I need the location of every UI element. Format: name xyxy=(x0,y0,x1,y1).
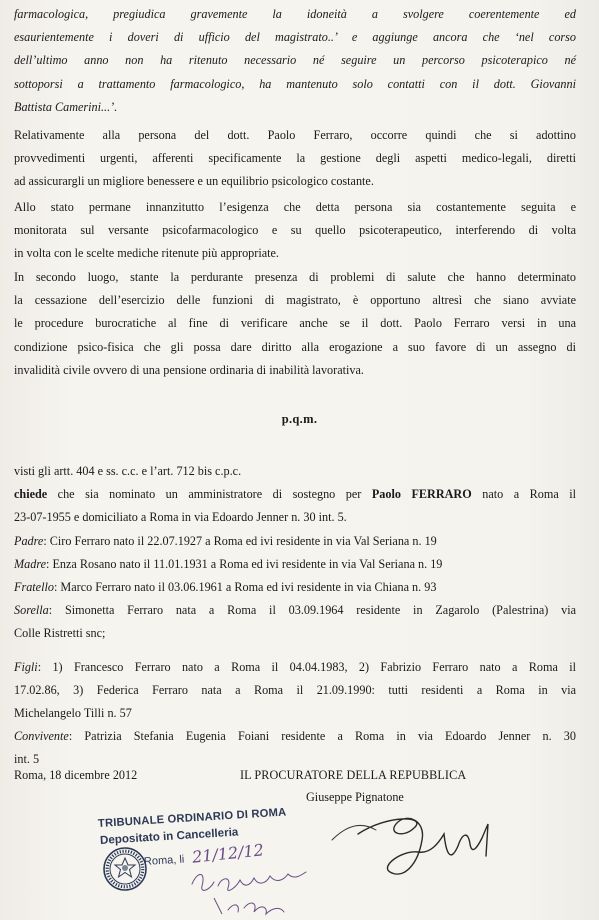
paragraph-line: condizione psico-fisica che gli possa dare diritto alla erogazione a suo favore di un assegno di xyxy=(14,339,576,354)
request-text-end: nato a Roma il xyxy=(471,487,576,502)
clerk-initials-image xyxy=(188,864,310,920)
cohabitant: Convivente: Patrizia Stefania Eugenia Foiani residente a Roma in via Edoardo Jenner n. 30 xyxy=(14,729,576,744)
prosecutor-title: IL PROCURATORE DELLA REPUBBLICA xyxy=(240,768,467,782)
operative-section xyxy=(14,460,576,772)
paragraph-line: in volta con le scelte mediche ritenute più appropriate. xyxy=(14,246,279,261)
paragraph-3 xyxy=(14,196,576,266)
place-date: Roma, 18 dicembre 2012 xyxy=(14,768,138,782)
paragraph-line: la cessazione dell’esercizio delle funzioni di magistrato, è opportuno altresì che siano avviate xyxy=(14,293,576,308)
prosecutor-name: Giuseppe Pignatone xyxy=(306,790,404,804)
request-text: che sia nominato un amministratore di sostegno per xyxy=(47,487,372,502)
request-line xyxy=(14,483,576,506)
signature-image xyxy=(318,794,508,884)
visti-line: visti gli artt. 404 e ss. c.c. e l’art. 712 bis c.p.c. xyxy=(14,464,242,478)
relative-sorella-cont: Colle Ristretti snc; xyxy=(14,626,106,641)
intro-line: farmacologica, pregiudica gravemente la idoneità a svolgere coerentemente ed xyxy=(14,7,576,21)
pqm-heading: p.q.m. xyxy=(281,412,318,426)
stamp-city: Roma, li xyxy=(143,853,185,868)
paragraph-line: In secondo luogo, stante la perdurante presenza di problemi di salute che hanno determinato xyxy=(14,270,576,284)
paragraph-line: provvedimenti urgenti, afferenti specificamente la gestione degli aspetti medico-legali, diretti xyxy=(14,151,576,166)
seal-emblem-icon xyxy=(102,846,148,892)
intro-line: esaurientemente i doveri di ufficio del magistrato..’ e aggiunge ancora che ‘nel corso xyxy=(14,30,576,45)
paragraph-line: Allo stato permane innanzitutto l’esigenza che detta persona sia costantemente seguita e xyxy=(14,200,576,214)
relative-madre: Madre: Enza Rosano nato il 11.01.1931 a Roma ed ivi residente in via Val Seriana n. 19 xyxy=(14,556,443,571)
children: Figli: 1) Francesco Ferraro nato a Roma il 04.04.1983, 2) Fabrizio Ferraro nato a Roma il xyxy=(14,659,576,674)
relative-sorella: Sorella: Simonetta Ferraro nata a Roma il 03.09.1964 residente in Zagarolo (Palestrina) via xyxy=(14,603,576,618)
intro-line: Battista Camerini...’. xyxy=(14,99,118,114)
request-line-2: 23-07-1955 e domiciliato a Roma in via Edoardo Jenner n. 30 int. 5. xyxy=(14,510,347,525)
paragraph-line: Relativamente alla persona del dott. Paolo Ferraro, occorre quindi che si adottino xyxy=(14,128,576,142)
cohabitant-cont: int. 5 xyxy=(14,752,40,767)
filing-stamp xyxy=(92,806,322,920)
children-cont: 17.02.86, 3) Federica Ferraro nata a Roma il 21.09.1990: tutti residenti a Roma in via xyxy=(14,682,576,697)
paragraph-line: le procedure burocratiche al fine di verificare anche se il dott. Paolo Ferraro versi in una xyxy=(14,316,576,331)
paragraph-2 xyxy=(14,124,576,194)
relative-padre: Padre: Ciro Ferraro nato il 22.07.1927 a Roma ed ivi residente in via Val Seriana n. 19 xyxy=(14,533,437,548)
paragraph-line: monitorata sul versante psicofarmacologico e su quello psicoterapeutico, interferendo di volta xyxy=(14,223,576,238)
stamp-court: TRIBUNALE ORDINARIO DI ROMA xyxy=(97,806,287,830)
handwritten-date: 21/12/12 xyxy=(191,840,265,867)
relative-fratello: Fratello: Marco Ferraro nato il 03.06.1961 a Roma ed ivi residente in via Chiana n. 93 xyxy=(14,580,437,595)
intro-line: sottoporsi a trattamento farmacologico, ha mantenuto solo contatti con il dott. Giovanni xyxy=(14,76,576,91)
intro-line: dell’ultimo anno non ha ritenuto necessario né seguire un percorso psicoterapico né xyxy=(14,53,576,68)
children-cont: Michelangelo Tilli n. 57 xyxy=(14,706,132,721)
paragraph-4 xyxy=(14,266,576,382)
stamp-deposit: Depositato in Cancelleria xyxy=(99,825,239,847)
subject-name: Paolo FERRARO xyxy=(371,487,472,502)
intro-paragraph xyxy=(14,3,576,119)
paragraph-line: ad assicurargli un migliore benessere e un equilibrio psicologico costante. xyxy=(14,174,374,189)
request-verb: chiede xyxy=(14,487,48,502)
paragraph-line: invalidità civile ovvero di una pensione ordinaria di inabilità lavorativa. xyxy=(14,362,364,377)
